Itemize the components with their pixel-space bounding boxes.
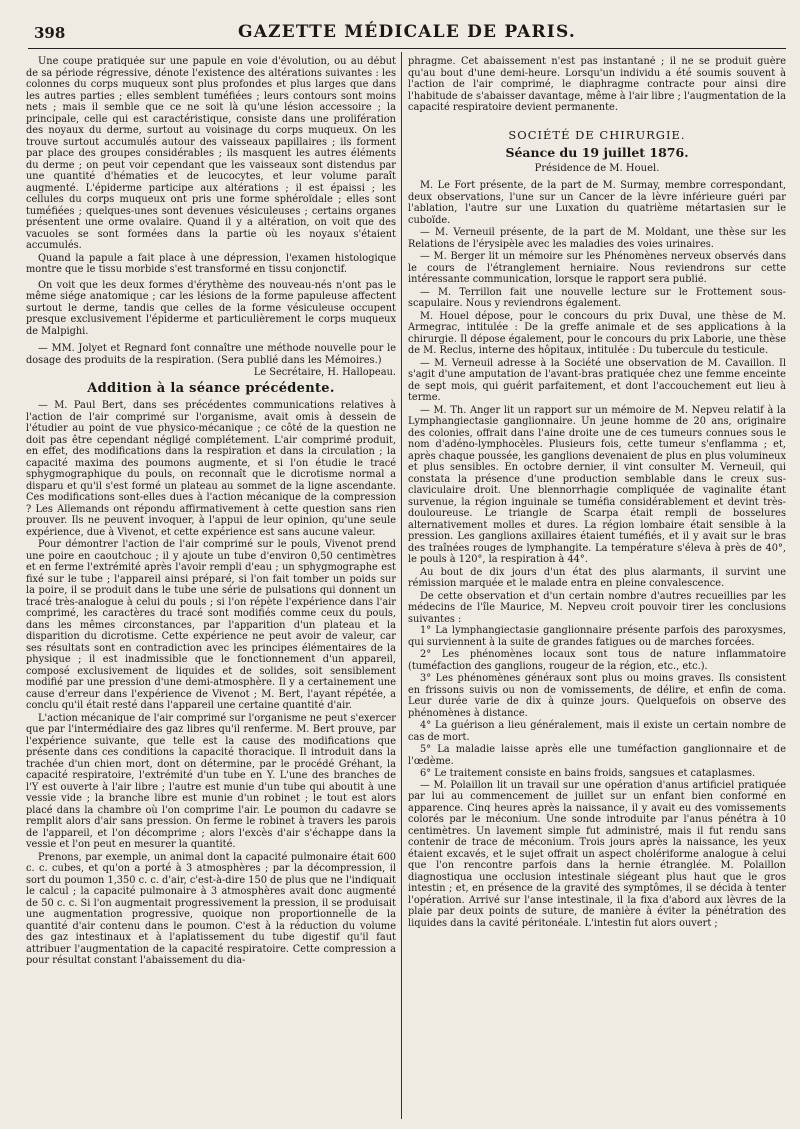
presidence-line: Présidence de M. Houel. <box>534 162 660 174</box>
paragraph: M. Le Fort présente, de la part de M. Surmay, membre correspondant, deux observations, l'une sur un Cancer de la lèvre inférieure guéri par l'ablation, l'autre sur une Luxation du quatrième métartasien sur le cuboïde. <box>408 180 786 226</box>
page-number: 398 <box>34 24 66 42</box>
paragraph: phragme. Cet abaissement n'est pas instantané ; il ne se produit guère qu'au bout d'une demi-heure. Lorsqu'un individu a été soumis souvent à l'action de l'air comprimé, le diaphragme contracte pour ainsi dire l'habitude de s'abaisser davantage, même à l'air libre ; l'augmentation de la capacité respiratoire devient permanente. <box>408 56 786 113</box>
right-column <box>408 56 786 1121</box>
seance-heading: Séance du 19 juillet 1876. <box>505 145 689 160</box>
column-divider <box>401 52 402 1119</box>
paragraph: Au bout de dix jours d'un état des plus alarmants, il survint une rémission marquée et le malade entra en pleine convalescence. <box>408 566 786 589</box>
conclusion-item: 3° Les phénomènes généraux sont plus ou moins graves. Ils consistent en frissons suivis ou non de vomissements, de délire, et enfin de coma. Leur durée varie de dix à quinze jours. Quelquefois on observe des phénomènes à distance. <box>408 673 786 719</box>
journal-title: GAZETTE MÉDICALE DE PARIS. <box>238 22 576 42</box>
left-column <box>26 56 396 1121</box>
conclusion-item: 5° La maladie laisse après elle une tuméfaction ganglionnaire et de l'œdème. <box>408 744 786 767</box>
paragraph: — M. Verneuil adresse à la Société une observation de M. Cavaillon. Il s'agit d'une amputation de l'avant-bras pratiquée chez une femme enceinte de sept mois, qui guérit parfaitement, et dont l'accouchement eut lieu à terme. <box>408 357 786 403</box>
conclusion-item: 4° La guérison a lieu généralement, mais il existe un certain nombre de cas de mort. <box>408 720 786 743</box>
paragraph: M. Houel dépose, pour le concours du prix Duval, une thèse de M. Armegrac, intitulée : De la greffe animale et de ses applications à la chirurgie. Il dépose également, pour le concours du prix Laborie, une thèse de M. Reclus, interne des hôpitaux, intitulée : Du tubercule du testicule. <box>408 310 786 356</box>
paragraph: On voit que les deux formes d'érythème des nouveau-nés n'ont pas le même siége anatomique ; car les lésions de la forme papuleuse affectent surtout le derme, tandis que celles de la forme vésiculeuse occupent presque exclusivement l'épiderme et particulièrement le corps muqueux de Malpighi. <box>26 279 396 337</box>
paragraph: — M. Polaillon lit un travail sur une opération d'anus artificiel pratiquée par lui au commencement de juillet sur un enfant bien conformé en apparence. Cinq heures après la naissance, il y avait eu des vomissements colorés par le méconium. Une sonde introduite par l'anus pénétra à 10 centimètres. Un lavement simple fut administré, mais il fut rendu sans contenir de trace de méconium. Trois jours après la naissance, les yeux étaient excavés, et le sujet offrait un aspect cholériforme analogue à celui que l'on rencontre parfois dans la hernie étranglée. M. Polaillon diagnostiqua une occlusion intestinale siégeant plus haut que le gros intestin ; et, en présence de la gravité des symptômes, il se décida à tenter l'opération. Arrivé sur l'anse intestinale, il la fixa d'abord aux lèvres de la plaie par deux points de suture, de manière à éviter la pénétration des liquides dans la cavité péritonéale. L'intestin fut alors ouvert ; <box>408 779 786 929</box>
paragraph: — M. Th. Anger lit un rapport sur un mémoire de M. Nepveu relatif à la Lymphangiectasie ganglionnaire. Un jeune homme de 20 ans, originaire des colonies, offrait dans l'aine droite une de ces tumeurs connues sous le nom d'adéno-lymphocèles. Plusieurs fois, cette tumeur s'enflamma ; et, après chaque poussée, les ganglions devenaient de plus en plus volumineux et plus sensibles. En octobre dernier, il vint consulter M. Verneuil, qui constata la présence d'une production semblable dans le creux sus-claviculaire droit. Une blennorrhagie compliquée de vaginalite étant survenue, la région inguinale se tuméfia considérablement et devint très-douloureuse. Le triangle de Scarpa était rempli de bosselures alternativement molles et dures. La région lombaire était sensible à la pression. Les ganglions axillaires étaient tuméfiés, et il y avait sur le bras des traînées rouges de lymphangite. La température s'éleva à près de 40°, le pouls à 120°, la respiration à 44°. <box>408 404 786 565</box>
conclusion-item: 1° La lymphangiectasie ganglionnaire présente parfois des paroxysmes, qui surviennent à la suite de grandes fatigues ou de marches forcées. <box>408 625 786 648</box>
society-heading: SOCIÉTÉ DE CHIRURGIE. <box>508 127 686 142</box>
conclusion-item: 6° Le traitement consiste en bains froids, sangsues et cataplasmes. <box>420 768 756 779</box>
section-title-addition: Addition à la séance précédente. <box>87 380 335 396</box>
paragraph: Pour démontrer l'action de l'air comprimé sur le pouls, Vivenot prend une poire en caoutchouc ; il y ajoute un tube d'environ 0,50 centimètres et en ferme l'extrémité après l'avoir rempli d'eau ; un sphygmographe est fixé sur le tube ; l'appareil ainsi préparé, si l'on fait tomber un poids sur la poire, il se produit dans le tube une série de pulsations qui donnent un tracé très-analogue à celui du pouls ; si l'on répète l'expérience dans l'air comprimé, les caractères du tracé sont modifiés comme ceux du pouls, dans les mêmes circonstances, par l'apparition d'un plateau et la disparition du dicrotisme. Cette expérience ne peut avoir de valeur, car ses résultats sont en contradiction avec les principes élémentaires de la physique ; il est inadmissible que le fonctionnement d'un appareil, composé exclusivement de liquides et de solides, soit sensiblement modifié par une pression d'une demi-atmosphère. Il y a certainement une cause d'erreur dans l'expérience de Vivenot ; M. Bert, l'ayant répétée, a conclu qu'il était resté dans l'appareil une certaine quantité d'air. <box>26 539 396 711</box>
paragraph: Quand la papule a fait place à une dépression, l'examen histologique montre que le tissu morbide s'est transformé en tissu conjonctif. <box>26 252 396 275</box>
paragraph: De cette observation et d'un certain nombre d'autres recueillies par les médecins de l'île Maurice, M. Nepveu croit pouvoir tirer les conclusions suivantes : <box>408 590 786 625</box>
paragraph: Prenons, par exemple, un animal dont la capacité pulmonaire était 600 c. c. cubes, et qu'on a porté à 3 atmosphères ; par la décompression, il sort du poumon 1,350 c. c. d'air, c'est-à-dire 150 de plus que ne l'indiquait le calcul ; la capacité pulmonaire à 3 atmosphères avait donc augmenté de 50 c. c. Si l'on augmentait progressivement la pression, il se produisait une augmentation progressive, quoique non proportionnelle de la quantité d'air contenu dans le poumon. C'est à la réduction du volume des gaz intestinaux et à l'aplatissement du tube digestif qu'il faut attribuer l'augmentation de la capacité respiratoire. Cette compression a pour résultat constant l'abaissement du dia- <box>26 851 396 966</box>
paragraph: — M. Terrillon fait une nouvelle lecture sur le Frottement sous-scapulaire. Nous y reviendrons également. <box>408 286 786 309</box>
conclusion-item: 2° Les phénomènes locaux sont tous de nature inflammatoire (tuméfaction des ganglions, rougeur de la région, etc., etc.). <box>408 649 786 672</box>
paragraph: L'action mécanique de l'air comprimé sur l'organisme ne peut s'exercer que par l'intermédiaire des gaz libres qu'il renferme. M. Bert prouve, par l'expérience suivante, que telle est la cause des modifications que présente dans ces conditions la capacité thoracique. Il introduit dans la trachée d'un chien mort, dont on détermine, par le procédé Gréhant, la capacité respiratoire, l'extrémité d'un tube en Y. L'une des branches de l'Y est ouverte à l'air libre ; l'autre est munie d'un tube qui aboutit à une vessie vide ; la branche libre est munie d'un robinet ; le tout est alors placé dans la chambre où l'on comprime l'air. Le poumon du cadavre se remplit alors d'air sans pression. On ferme le robinet à travers les parois de l'appareil, et l'on décomprime ; alors l'excès d'air s'échappe dans la vessie et l'on peut en mesurer la quantité. <box>26 712 396 850</box>
paragraph: — MM. Jolyet et Regnard font connaître une méthode nouvelle pour le dosage des produits de la respiration. (Sera publié dans les Mémoires.) <box>26 343 396 366</box>
paragraph: — M. Berger lit un mémoire sur les Phénomènes nerveux observés dans le cours de l'étranglement herniaire. Nous reviendrons sur cette intéressante communication, lorsque le rapport sera publié. <box>408 251 786 285</box>
paragraph: Une coupe pratiquée sur une papule en voie d'évolution, ou au début de sa période régressive, dénote l'existence des altérations suivantes : les colonnes du corps muqueux sont plus profondes et plus larges que dans les autres parties ; elles semblent tuméfiées ; leurs contours sont moins nets ; mais il semble que ce ne soit là qu'une lésion accessoire ; la principale, celle qui est caractéristique, consiste dans une prolifération des noyaux du derme, surtout au voisinage du corps muqueux. On les trouve surtout accumulés autour des vaisseaux papillaires ; ils forment par place des groupes considérables ; ils masquent les autres éléments du derme ; on peut voir cependant que les vaisseaux sont distendus par une quantité d'hématies et de leucocytes, et leur volume paraît augmenté. L'épiderme participe aux altérations ; il est épaissi ; les cellules du corps muqueux ont pris une forme sphéroïdale ; elles sont tuméfiées ; quelques-unes sont devenues vésiculeuses ; certains organes présentent une orme ovalaire. Quand il y a altération, on voit que des vacuoles se sont formées dans la partie où les noyaux s'étaient accumulés. <box>26 56 396 251</box>
secretary-signature: Le Secrétaire, H. Hallopeau. <box>253 367 396 378</box>
paragraph: — M. Paul Bert, dans ses précédentes communications relatives à l'action de l'air comprimé sur l'organisme, avait omis à dessein de l'étudier au point de vue physico-mécanique ; ce côté de la question ne doit pas être cependant négligé complétement. L'air comprimé produit, en effet, des modifications dans la respiration et dans la circulation ; la capacité maxima des poumons augmente, et si l'on étudie le tracé sphygmographique du pouls, on reconnaît que le dicrotisme normal a disparu et qu'il s'est formé un plateau au sommet de la ligne ascendante. Ces modifications sont-elles dues à l'action mécanique de la compression ? Les Allemands ont répondu affirmativement à cette question sans rien prouver. Ils ne peuvent invoquer, à l'appui de leur opinion, qu'une seule expérience, due à Vivenot, et cette expérience est sans aucune valeur. <box>26 400 396 538</box>
paragraph: — M. Verneuil présente, de la part de M. Moldant, une thèse sur les Relations de l'érysipèle avec les maladies des voies urinaires. <box>408 227 786 250</box>
header-rule <box>28 48 786 49</box>
page-header <box>28 22 786 44</box>
conclusions-list <box>408 625 786 780</box>
